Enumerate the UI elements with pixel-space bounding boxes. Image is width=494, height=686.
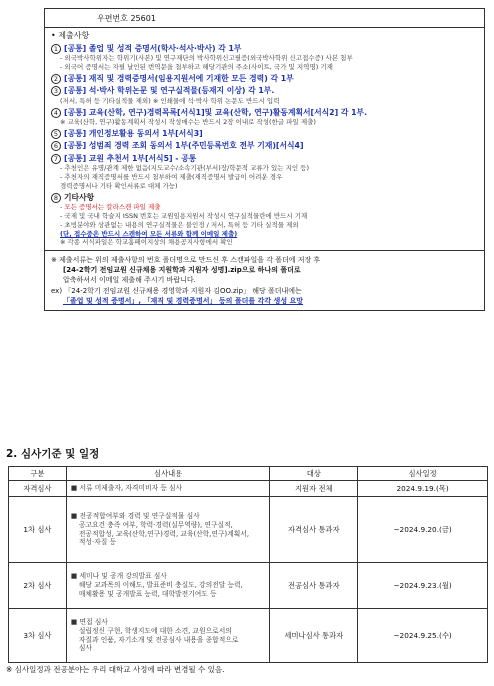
requirement-subtext: - 모든 증명서는 칼라스캔 파일 제출: [60, 203, 161, 212]
requirement-item: [51, 129, 480, 140]
requirement-item: [51, 108, 480, 127]
requirement-subtext: ※ 교육(산학, 연구)활동계획서 작성시 작성매수는 반드시 2장 이내로 작성(한글 파일 제출): [60, 118, 316, 127]
schedule-table: [8, 466, 488, 663]
item-number-icon: 3: [51, 86, 61, 96]
content-line: ■ 서류 미제출자, 자격미비자 등 심사: [70, 484, 183, 493]
requirement-subtext: (저서, 특허 등 기타실적물 제외) ※ 인쇄물에 석·박사 학위 논문도 반드시 입력: [60, 96, 280, 105]
item-title-text: 기타사항: [64, 192, 95, 202]
item-number-icon: 5: [51, 129, 61, 139]
requirement-subtext: - 초빙분야와 상관없는 내용의 연구실적물은 불인정 / 저서, 특허 등 기타 실적물 제외: [60, 220, 299, 229]
content-line: 심사: [78, 644, 92, 653]
cell-content: [66, 497, 270, 563]
content-line: 적성·자질 등: [78, 538, 117, 547]
item-title-text: [공통] 재직 및 경력증명서(임용지원서에 기재한 모든 경력) 각 1부: [64, 73, 294, 83]
table-row: [9, 563, 488, 609]
cell-target: 자격심사 통과자: [270, 497, 358, 563]
requirement-title: [51, 86, 480, 97]
table-header-row: [9, 467, 488, 481]
header-target: 대상: [270, 467, 358, 481]
requirement-title: [51, 74, 480, 85]
postal-code: 우편번호 25601: [45, 9, 484, 28]
cell-stage: 자격심사: [9, 481, 67, 497]
header-date: 심사일정: [358, 467, 488, 481]
cell-content: [66, 563, 270, 609]
requirement-item: [51, 44, 480, 72]
requirement-subtext: ※ 각종 서식파일은 학교홈페이지상의 채용공지사항에서 확인: [60, 238, 233, 247]
requirements-list: [51, 44, 480, 247]
content-line: 매체활용 및 공개발표 능력, 대학발전기여도 등: [78, 589, 217, 598]
note-line: 「졸업 및 성적 증명서」, 「재직 및 경력증명서」 등의 폴더를 각각 생성 요망: [63, 296, 304, 305]
requirement-item: [51, 154, 480, 191]
header-content: 심사내용: [66, 467, 270, 481]
item-number-icon: 2: [51, 74, 61, 84]
cell-target: 지원자 전체: [270, 481, 358, 497]
item-number-icon: 4: [51, 108, 61, 118]
requirement-title: [51, 44, 480, 55]
item-number-icon: 8: [51, 193, 61, 203]
requirement-subtext: - 추천자의 재직증명서를 반드시 첨부하여 제출(재직증명서 발급이 어려운 경우: [60, 173, 283, 182]
section-title: 2. 심사기준 및 일정: [6, 448, 100, 460]
item-number-icon: 6: [51, 141, 61, 151]
cell-date: ~2024.9.20.(금): [358, 497, 488, 563]
content-line: ■ 전공적합여부와 경력 및 연구실적물 심사: [70, 511, 200, 520]
requirement-subtext: 경력증명서나 기타 확인서류로 대체 가능): [60, 182, 178, 190]
item-title-text: [공통] 개인정보활용 동의서 1부[서식3]: [64, 128, 203, 138]
content-line: 전공적합성, 교육(산학,연구)경력, 교육(산학,연구)계획서,: [78, 529, 250, 538]
cell-content: [66, 481, 270, 497]
requirement-title: [51, 193, 480, 204]
requirement-item: [51, 193, 480, 247]
note-line: [24-2학기 전임교원 신규채용 지원학과 지원자 성명].zip으로 하나의 폴더로: [63, 266, 301, 275]
cell-target: 전공심사 통과자: [270, 563, 358, 609]
note-line: ex) 「24-2학기 전임교원 신규채용 경영학과 지원자 김OO.zip」 해당 폴더내에는: [51, 286, 302, 295]
cell-stage: 1차 심사: [9, 497, 67, 563]
cell-stage: 2차 심사: [9, 563, 67, 609]
content-line: 설립정신 구현, 학생지도에 대한 소견, 교원으로서의: [78, 626, 232, 635]
requirement-title: [51, 154, 480, 165]
header-stage: 구분: [9, 467, 67, 481]
footer-note: ※ 심사일정과 전공분야는 우리 대학교 사정에 따라 변경될 수 있음.: [6, 665, 225, 674]
note-line: 압축하셔서 이메일 제출해 주시기 바랍니다.: [63, 276, 196, 285]
requirements-title: • 제출사항: [51, 31, 90, 40]
requirements-box: [44, 8, 485, 311]
cell-target: 세미나심사 통과자: [270, 609, 358, 663]
requirement-title: [51, 141, 480, 152]
content-line: ■ 세미나 및 공개 강의발표 심사: [70, 572, 167, 581]
item-number-icon: 7: [51, 154, 61, 164]
cell-date: 2024.9.19.(목): [358, 481, 488, 497]
content-line: 자질과 인품, 자기소개 및 전공심사 내용을 종합적으로: [78, 635, 239, 644]
requirement-subtext: - 국제 및 국내 학술지 ISSN 번호는 교원임용지원서 작성시 연구실적물란에 반드시 기재: [60, 212, 308, 221]
requirement-subtext: (단, 접수중은 반드시 스캔하여 모든 서류와 함께 이메일 제출): [60, 229, 238, 238]
item-title-text: [공통] 졸업 및 성적 증명서(학사·석사·박사) 각 1부: [64, 43, 242, 53]
submission-note: [45, 251, 484, 310]
item-number-icon: 1: [51, 44, 61, 54]
requirement-item: [51, 141, 480, 152]
content-line: 해당 교과목의 이해도, 발표준비 충실도, 강의전달 능력,: [78, 581, 243, 590]
item-title-text: [공통] 교원 추천서 1부[서식5] - 공통: [64, 153, 197, 163]
content-line: ■ 면접 심사: [70, 617, 108, 626]
requirements-section: [45, 28, 484, 251]
requirement-item: [51, 86, 480, 105]
requirement-title: [51, 108, 480, 119]
requirement-subtext: - 외국박사학위자는 학위기(사본) 및 연구재단의 박사학위신고필증(외국박사학위 신고접수증) 사본 첨부: [60, 54, 353, 63]
content-line: 공고요건 충족 여부, 학력·경력(실무역량), 연구실적,: [78, 520, 233, 529]
cell-content: [66, 609, 270, 663]
table-row: [9, 609, 488, 663]
requirement-item: [51, 74, 480, 85]
item-title-text: [공통] 교육(산학, 연구)경력목록[서식1]및 교육(산학, 연구)활동계획서[서식2] 각 1부.: [64, 107, 368, 117]
cell-date: ~2024.9.25.(수): [358, 609, 488, 663]
requirement-subtext: - 추천인은 유명/관계 제한 없음(지도교수/소속기관(부서)장/학문적 교류가 있는 지인 등): [60, 164, 310, 173]
requirement-subtext: - 외국어 증명서는 자필 날인된 번역문을 첨부하고 해당기관의 주소(사이트, 국가 및 지역명) 기재: [60, 63, 333, 72]
item-title-text: [공통] 석·박사 학위논문 및 연구실적물(등재지 이상) 각 1부.: [64, 86, 275, 96]
table-row: [9, 481, 488, 497]
cell-stage: 3차 심사: [9, 609, 67, 663]
table-row: [9, 497, 488, 563]
item-title-text: [공통] 성범죄 경력 조회 동의서 1부(주민등록번호 전부 기재)[서식4]: [64, 141, 304, 151]
requirement-title: [51, 129, 480, 140]
note-line: ※ 제출서류는 위의 제출사항의 번호 폴더명으로 만드신 후 스캔파일을 각 폴더에 저장 후: [51, 256, 321, 265]
cell-date: ~2024.9.23.(월): [358, 563, 488, 609]
